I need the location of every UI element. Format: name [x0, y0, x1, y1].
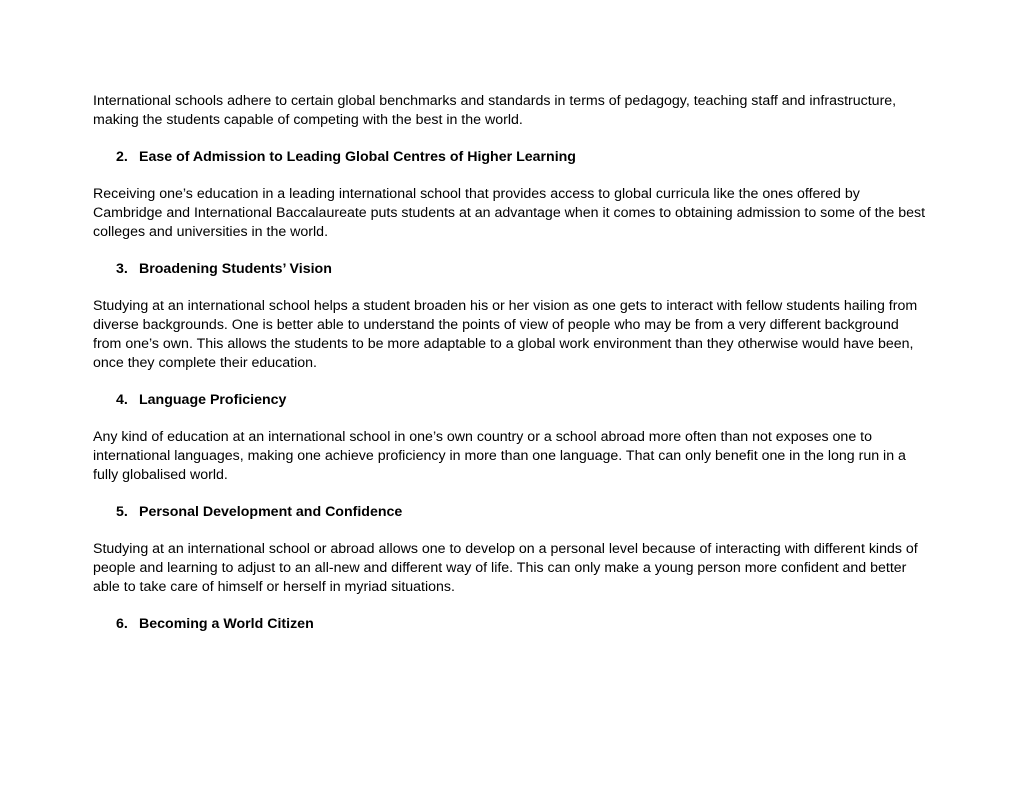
heading-world-citizen: [93, 615, 935, 634]
list-number: 6.: [116, 616, 128, 632]
list-number: 3.: [116, 261, 128, 277]
text-line: able to take care of himself or herself in myriad situations.: [93, 579, 455, 595]
heading-text: Becoming a World Citizen: [139, 616, 314, 632]
text-line: people and learning to adjust to an all-new and different way of life. This can only make a young person more confident and better: [93, 560, 907, 576]
text-line: International schools adhere to certain global benchmarks and standards in terms of pedagogy, teaching staff and infrastructure,: [93, 93, 897, 109]
text-line: Cambridge and International Baccalaureate puts students at an advantage when it comes to obtaining admission to some of the best: [93, 205, 926, 221]
text-line: diverse backgrounds. One is better able to understand the points of view of people who may be from a very different background: [93, 317, 899, 333]
paragraph-admission: [93, 185, 935, 242]
paragraph-vision: [93, 297, 935, 373]
text-line: fully globalised world.: [93, 467, 228, 483]
list-number: 4.: [116, 392, 128, 408]
text-line: international languages, making one achieve proficiency in more than one language. That can only benefit one in the long run in a: [93, 448, 906, 464]
text-line: Any kind of education at an international school in one’s own country or a school abroad more often than not exposes one to: [93, 429, 872, 445]
heading-text: Personal Development and Confidence: [139, 504, 403, 520]
text-line: Studying at an international school helps a student broaden his or her vision as one gets to interact with fellow students hailing from: [93, 298, 918, 314]
paragraph-language: [93, 428, 935, 485]
heading-text: Language Proficiency: [139, 392, 287, 408]
document-body: [93, 92, 935, 634]
text-line: Receiving one’s education in a leading international school that provides access to global curricula like the ones offered by: [93, 186, 860, 202]
heading-broadening-vision: [93, 260, 935, 279]
text-line: from one’s own. This allows the students to be more adaptable to a global work environment than they otherwise would have been,: [93, 336, 914, 352]
heading-ease-of-admission: [93, 148, 935, 167]
text-line: Studying at an international school or abroad allows one to develop on a personal level because of interacting with different kinds of: [93, 541, 918, 557]
text-line: colleges and universities in the world.: [93, 224, 329, 240]
heading-language-proficiency: [93, 391, 935, 410]
heading-text: Ease of Admission to Leading Global Centres of Higher Learning: [139, 149, 576, 165]
list-number: 2.: [116, 149, 128, 165]
list-number: 5.: [116, 504, 128, 520]
paragraph-intro: [93, 92, 935, 130]
text-line: making the students capable of competing with the best in the world.: [93, 112, 523, 128]
text-line: once they complete their education.: [93, 355, 317, 371]
heading-personal-development: [93, 503, 935, 522]
paragraph-personal-development: [93, 540, 935, 597]
heading-text: Broadening Students’ Vision: [139, 261, 332, 277]
